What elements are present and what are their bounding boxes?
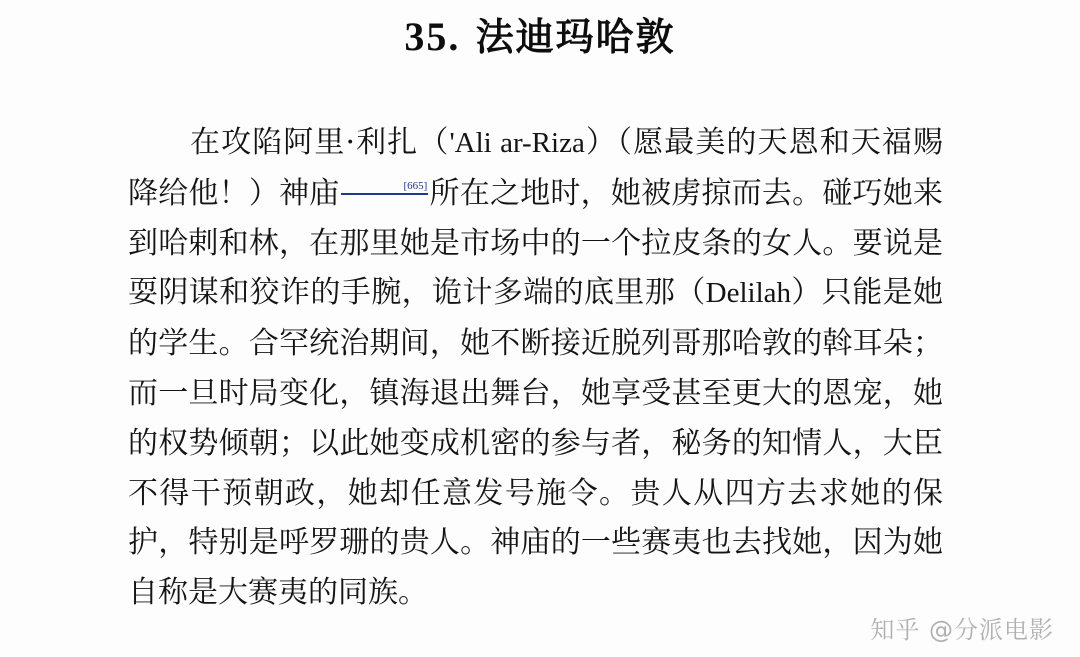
paragraph-text-4: ）只能是她的学生。合罕统治期间，她不断接近脱列哥那哈敦的斡耳朵；而一旦时局变化，镇海退出舞台，她享受甚至更大的恩宠，她的权势倾朝；以此她变成机密的参与者，秘务的知情人，大臣不得干预朝政，她却任意发号施令。贵人从四方去求她的保护，特别是呼罗珊的贵人。神庙的一些赛夷也去找她，因为她自称是大赛夷的同族。 [128,275,944,611]
chapter-number: 35. [404,14,461,59]
paragraph-text-1: 在攻陷阿里·利扎（ [190,125,450,160]
footnote-link[interactable]: [665] [341,181,429,195]
paragraph-text-3: 所在之地时，她被虏掠而去。碰巧她来到哈剌和林，在那里她是市场中的一个拉皮条的女人。要说是耍阴谋和狡诈的手腕，诡计多端的底里那（ [128,175,944,311]
chapter-title: 法迪玛哈敦 [475,14,676,59]
latin-name-delilah: Delilah [705,277,791,310]
chapter-heading [0,8,1080,66]
body-paragraph [128,118,943,618]
latin-name-ali-ar-riza: 'Ali ar-Riza [449,127,585,159]
zhihu-watermark: 知乎 @分派电影 [870,616,1054,644]
paragraph-text-2: ）（愿最美的天恩和天福赐降给他！）神庙 [128,125,944,211]
